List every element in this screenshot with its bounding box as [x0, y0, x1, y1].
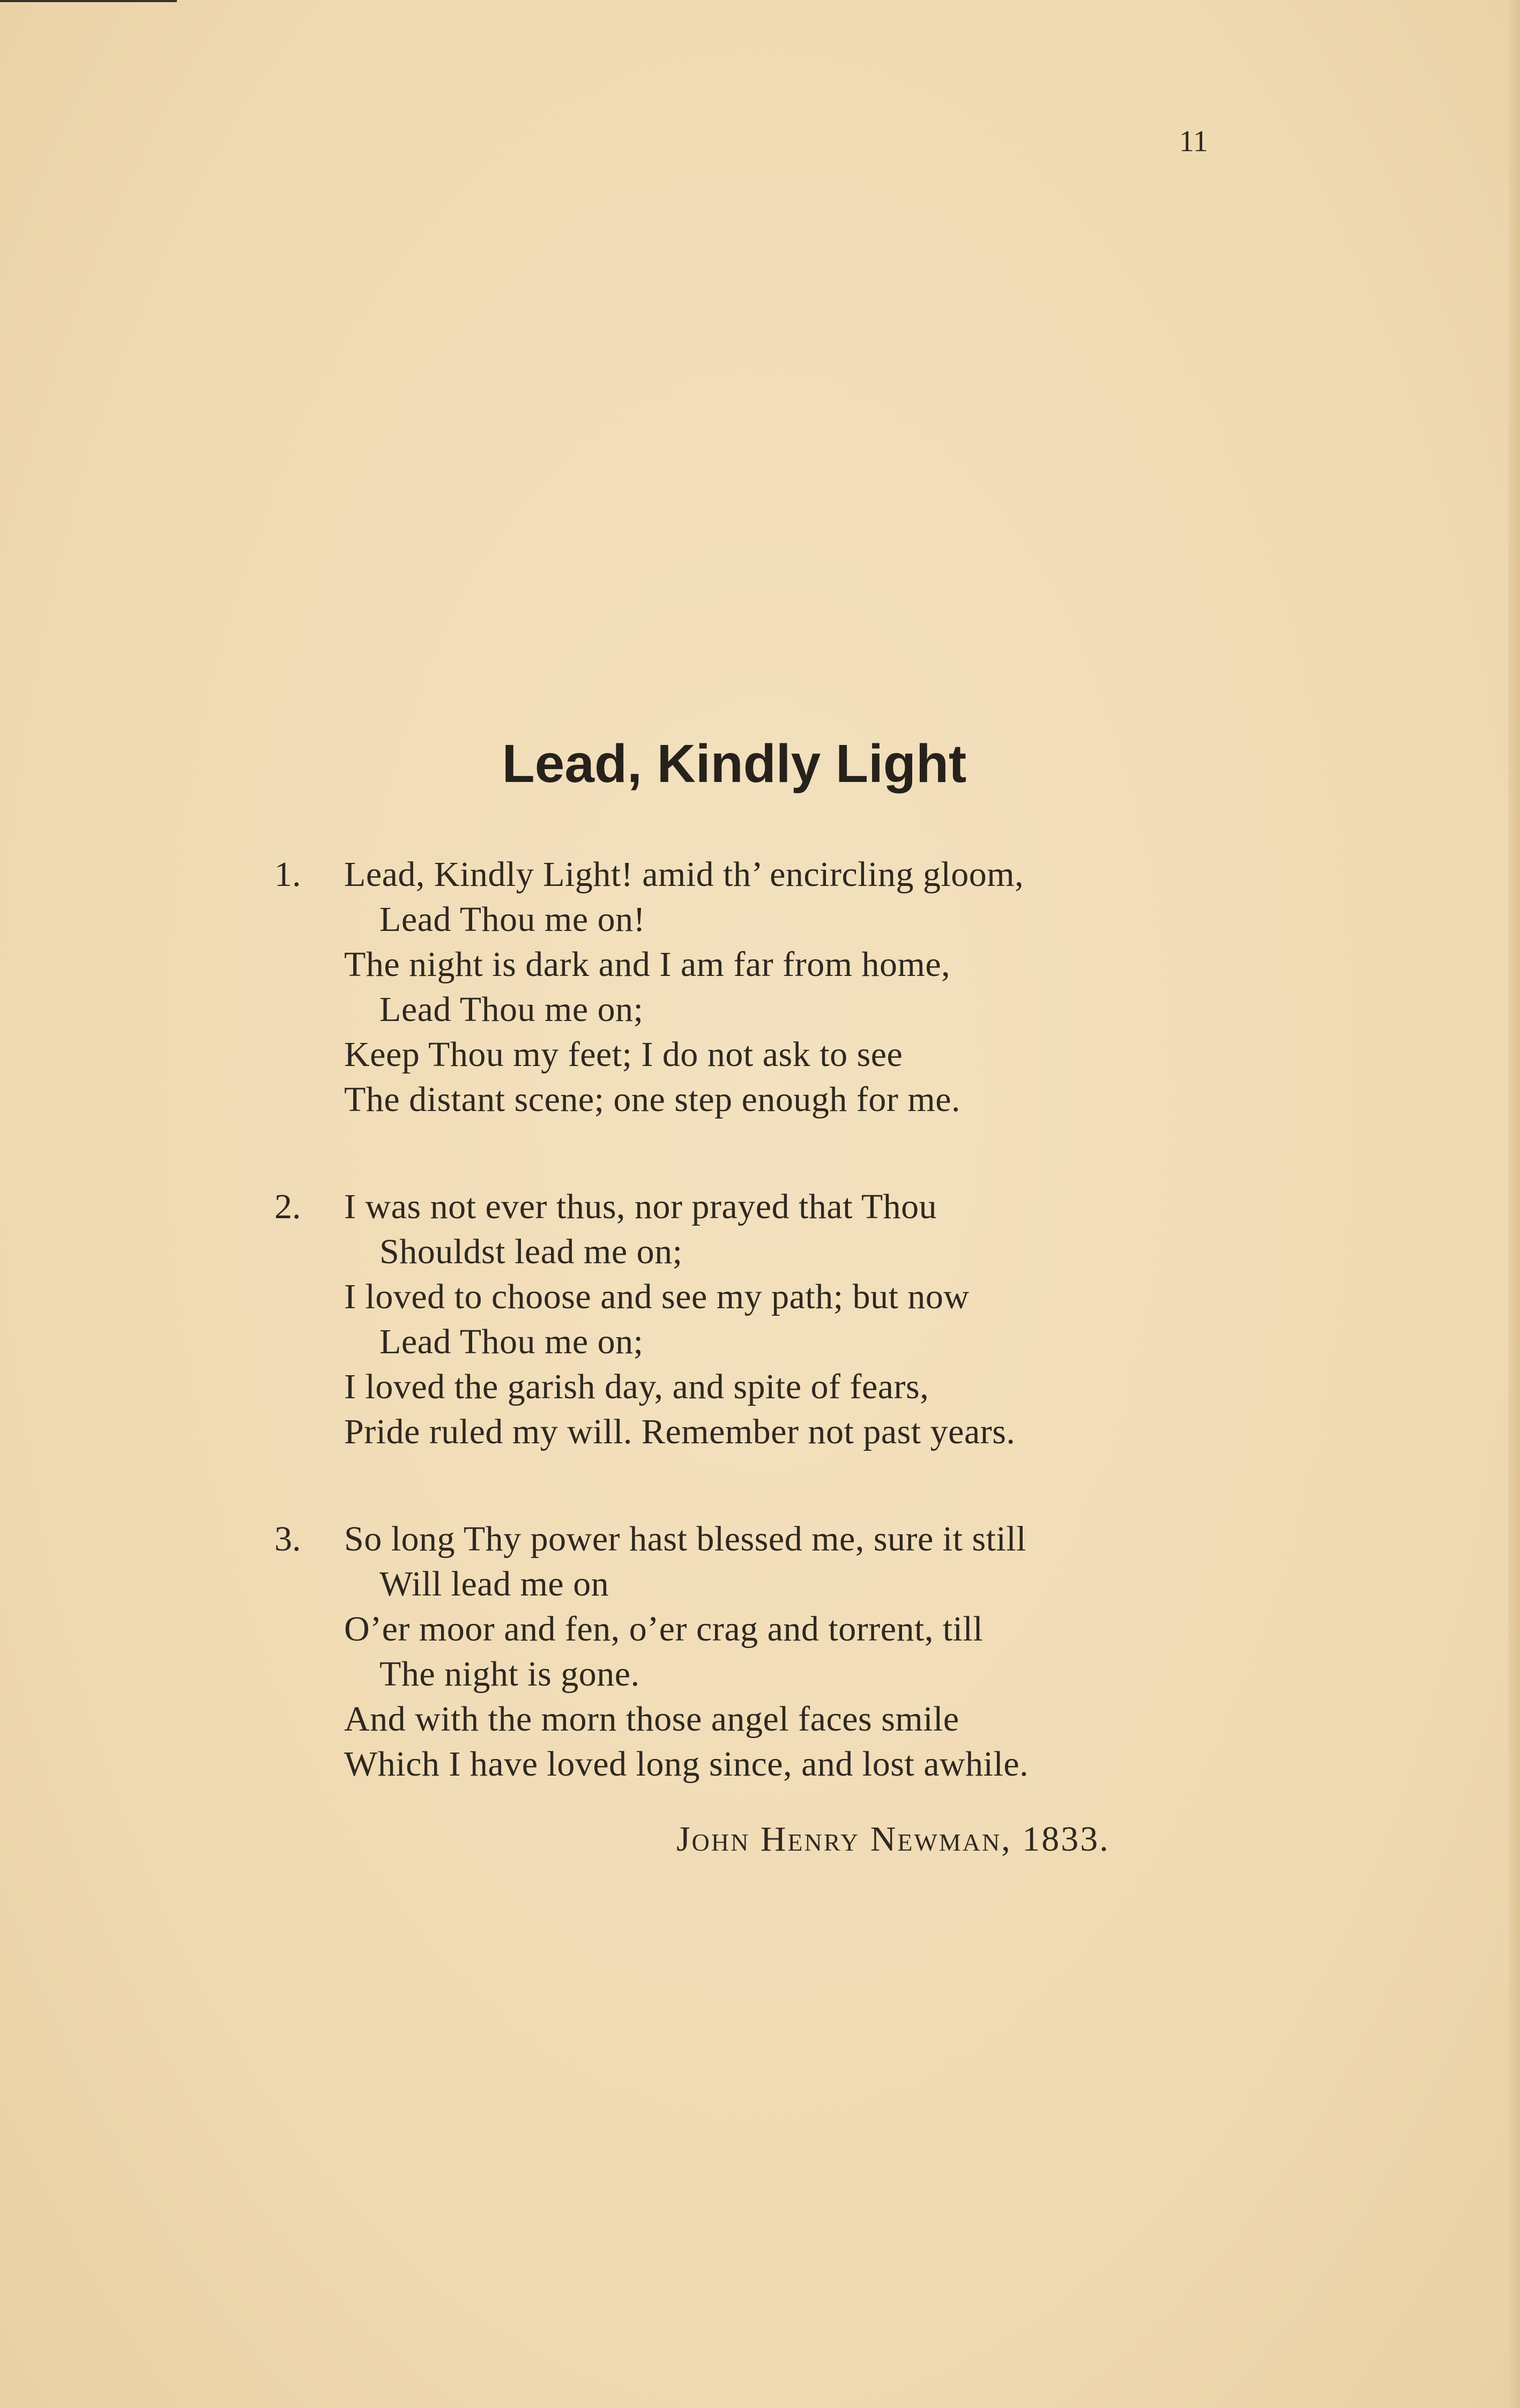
author-attribution: John Henry Newman, 1833. [676, 1820, 1110, 1859]
verse-line: I was not ever thus, nor prayed that Thou [344, 1187, 937, 1226]
verse-line: Lead Thou me on; [379, 990, 644, 1029]
verse-line: I loved to choose and see my path; but now [344, 1277, 970, 1316]
page-edge-shadow [0, 0, 177, 2]
verse-line: O’er moor and fen, o’er crag and torrent, till [344, 1609, 983, 1649]
page-edge-right [1508, 0, 1520, 2408]
verse-line: So long Thy power hast blessed me, sure it still [344, 1519, 1027, 1559]
verse-line: Pride ruled my will. Remember not past years. [344, 1412, 1016, 1451]
verse-line: Lead Thou me on; [379, 1322, 644, 1361]
verse-line: I loved the garish day, and spite of fears, [344, 1367, 929, 1406]
verse-line: Shouldst lead me on; [379, 1232, 683, 1271]
verse-line: Lead Thou me on! [379, 900, 646, 939]
verse-line: Which I have loved long since, and lost awhile. [344, 1745, 1029, 1784]
verse-number: 3. [274, 1519, 301, 1559]
page-number: 11 [1179, 125, 1208, 158]
verse-line: Will lead me on [379, 1564, 609, 1604]
verse-number: 1. [274, 855, 301, 894]
verse-line: The distant scene; one step enough for me. [344, 1080, 960, 1119]
verse-line: The night is gone. [379, 1654, 640, 1694]
hymn-title: Lead, Kindly Light [502, 734, 967, 794]
verse-number: 2. [274, 1187, 301, 1226]
verse-line: Keep Thou my feet; I do not ask to see [344, 1035, 903, 1074]
verse-line: The night is dark and I am far from home, [344, 945, 951, 984]
verse-line: Lead, Kindly Light! amid th’ encircling gloom, [344, 855, 1024, 894]
verse-line: And with the morn those angel faces smile [344, 1699, 959, 1739]
